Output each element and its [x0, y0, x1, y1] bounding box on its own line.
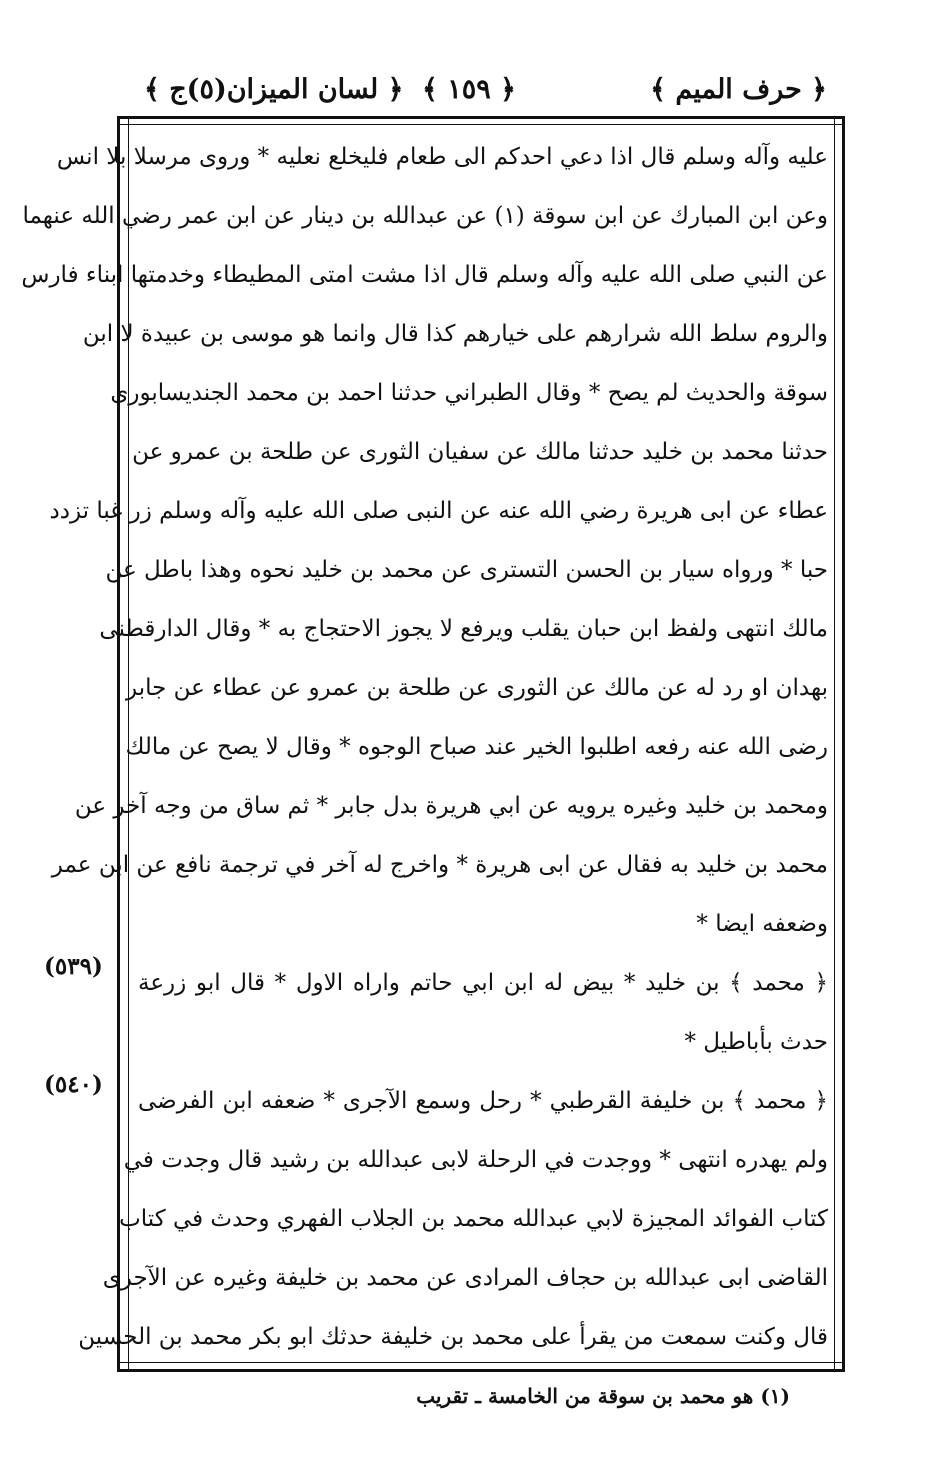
entry-heading: ﴿ محمد ﴾ بن خليد * بيض له ابن ابي حاتم واراه الاول * قال ابو زرعة: [138, 970, 828, 996]
text-line: كتاب الفوائد المجيزة لابي عبدالله محمد بن الجلاب الفهري وحدث في كتاب: [119, 1206, 828, 1232]
entry-heading: ﴿ محمد ﴾ بن خليفة القرطبي * رحل وسمع الآجرى * ضعفه ابن الفرضى: [138, 1088, 828, 1114]
page-header: [132, 66, 827, 114]
frame-right-thin: [834, 118, 835, 1370]
frame-right-thick: [842, 118, 845, 1370]
text-line: حدثنا محمد بن خليد حدثنا مالك عن سفيان الثورى عن طلحة بن عمرو عن: [132, 439, 828, 465]
text-line: حدث بأباطيل *: [684, 1029, 828, 1055]
text-line: ومحمد بن خليد وغيره يرويه عن ابي هريرة بدل جابر * ثم ساق من وجه آخر عن: [74, 793, 828, 819]
text-line: وضعفه ايضا *: [696, 911, 828, 937]
entry-number: (٥٤٠): [44, 1071, 103, 1098]
footnote: (١) هو محمد بن سوقة من الخامسة ـ تقريب: [416, 1384, 790, 1408]
text-line: عطاء عن ابى هريرة رضي الله عنه عن النبى صلى الله عليه وآله وسلم زر غبا تزدد: [49, 498, 828, 524]
text-line: رضى الله عنه رفعه اطلبوا الخير عند صباح الوجوه * وقال لا يصح عن مالك: [125, 734, 828, 760]
text-line: والروم سلط الله شرارهم على خيارهم كذا قال وانما هو موسى بن عبيدة لا ابن: [82, 321, 828, 347]
book-title: ﴿ لسان الميزان(٥)ج ﴾: [144, 74, 404, 105]
frame-bottom-thick: [117, 1369, 845, 1372]
text-line: مالك انتهى ولفظ ابن حبان يقلب ويرفع لا يجوز الاحتجاج به * وقال الدارقطنى: [99, 616, 828, 642]
frame-top-thin: [117, 124, 845, 125]
text-line: عليه وآله وسلم قال اذا دعي احدكم الى طعام فليخلع نعليه * وروى مرسلا بلا انس: [56, 144, 828, 170]
text-line: عن النبي صلى الله عليه وآله وسلم قال اذا مشت امتى المطيطاء وخدمتها ابناء فارس: [21, 262, 828, 288]
text-line: سوقة والحديث لم يصح * وقال الطبراني حدثنا احمد بن محمد الجنديسابورى: [110, 380, 828, 406]
text-line: ولم يهدره انتهى * ووجدت في الرحلة لابى عبدالله بن رشيد قال وجدت في: [123, 1147, 828, 1173]
text-line: وعن ابن المبارك عن ابن سوقة (١) عن عبدالله بن دينار عن ابن عمر رضي الله عنهما: [22, 203, 828, 229]
text-line: حبا * ورواه سيار بن الحسن التسترى عن محمد بن خليد نحوه وهذا باطل عن: [105, 557, 828, 583]
text-line: بهدان او رد له عن مالك عن الثورى عن طلحة بن عمرو عن عطاء عن جابر: [126, 675, 828, 701]
chapter-title: ﴿ حرف الميم ﴾: [650, 74, 827, 105]
text-line: القاضى ابى عبدالله بن حجاف المرادى عن محمد بن خليفة وغيره عن الآجرى: [102, 1265, 828, 1291]
frame-top-thick: [117, 116, 845, 119]
page-number: ﴿ ١٥٩ ﴾: [422, 74, 516, 105]
text-line: قال وكنت سمعت من يقرأ على محمد بن خليفة حدثك ابو بكر محمد بن الحسين: [78, 1324, 828, 1350]
entry-number: (٥٣٩): [44, 953, 103, 980]
text-line: محمد بن خليد به فقال عن ابى هريرة * واخرج له آخر في ترجمة نافع عن ابن عمر: [51, 852, 828, 878]
